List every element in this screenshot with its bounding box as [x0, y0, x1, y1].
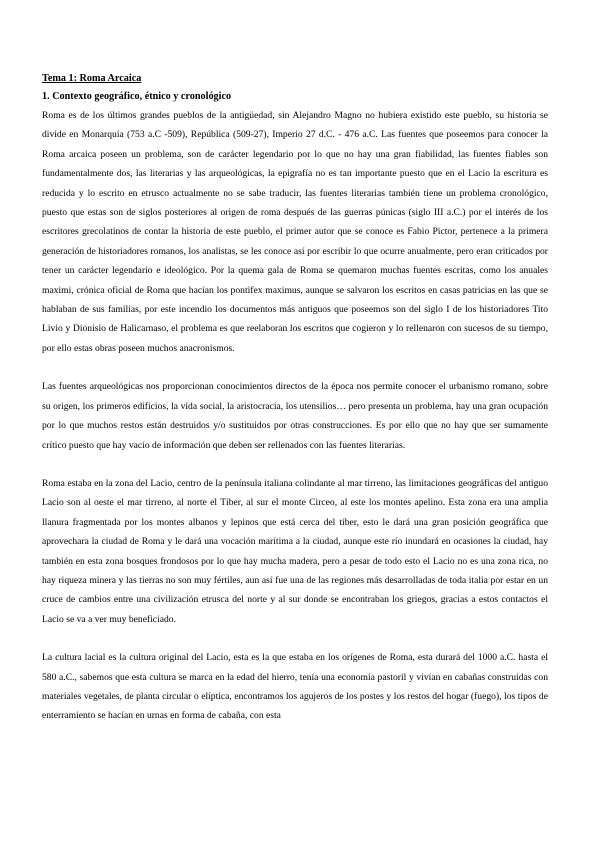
- paragraph-sources: Roma es de los últimos grandes pueblos de la antigüedad, sin Alejandro Magno no hubiera existido este pueblo, su historia se divide en Monarquía (753 a.C -509), República (509-27), Imperio 27 d.C. - 476 a.C. Las fuentes que poseemos para conocer la Roma arcaica poseen un problema, son de carácter legendario por lo que no hay una gran fiabilidad, las fuentes fiables son fundamentalmente dos, las literarias y las arqueológicas, la epigrafía no es tan importante puesto que en el Lacio la escritura es reducida y lo escrito en etrusco actualmente no se sabe traducir, las fuentes literarias también tiene un problema cronológico, puesto que estas son de siglos posteriores al origen de roma después de las guerras púnicas (siglo III a.C.) por el interés de los escritores grecolatinos de contar la historia de este pueblo, el primer autor que se conoce es Fabio Pictor, pertenece a la primera generación de historiadores romanos, los analistas, se les conoce así por escribir lo que ocurre anualmente, pero eran criticados por tener un carácter legendario e ideológico. Por la quema gala de Roma se quemaron muchas fuentes escritas, como los anuales maximi, crónica oficial de Roma que hacían los pontifex maximus, aunque se salvaron los escritos en casas patricias en las que se hablaban de sus familias, por este incendio los documentos más antiguos que poseemos son del siglo I de los historiadores Tito Livio y Dionisio de Halicarnaso, el problema es que reelaboran los escritos que cogieron y lo rellenaron con sucesos de su tiempo, por ello estas obras poseen muchos anacronismos.: [42, 110, 548, 354]
- paragraph-geography: Roma estaba en la zona del Lacio, centro de la península italiana colindante al mar tirreno, las limitaciones geográficas del antiguo Lacio son al oeste el mar tirreno, al norte el Tíber, al sur el monte Circeo, al este los montes apelino. Esta zona era una amplia llanura fragmentada por los montes albanos y lepinos que está cerca del tíber, esto le dará una gran posición geográfica que aprovechara la ciudad de Roma y le dará una vocación marítima a la ciudad, aunque este río inundará en ocasiones la ciudad, hay también en esta zona bosques frondosos por lo que hay mucha madera, pero a pesar de todo esto el Lacio no es una zona rica, no hay riqueza minera y las tierras no son muy fértiles, aun así fue una de las regiones más desarrolladas de toda italia por estar en un cruce de cambios entre una civilización etrusca del norte y al sur donde se encontraban los griegos, gracias a estos contactos el Lacio se va a ver muy beneficiado.: [42, 477, 548, 625]
- paragraph-lacial-culture: La cultura lacial es la cultura original del Lacio, esta es la que estaba en los orígenes de Roma, esta durará del 1000 a.C. hasta el 580 a.C., sabemos que esta cultura se marca en la edad del hierro, tenía una economía pastoril y vivían en cabañas construidas con materiales vegetales, de planta circular o elíptica, encontramos los agujeros de los postes y los restos del hogar (fuego), los tipos de enterramiento se hacían en urnas en forma de cabaña, con esta: [42, 652, 548, 722]
- document-title: Tema 1: Roma Arcaica: [42, 73, 142, 84]
- section-heading: 1. Contexto geográfico, étnico y cronológico: [42, 91, 232, 102]
- paragraph-archaeology: Las fuentes arqueológicas nos proporcionan conocimientos directos de la época nos permite conocer el urbanismo romano, sobre su origen, los primeros edificios, la vida social, la aristocracia, los utensilios… pero presenta un problema, hay una gran ocupación por lo que muchos restos están destruidos y/o sustituidos por otras construcciones. Es por ello que no hay que ser sumamente crítico puesto que hay vacío de información que deben ser rellenados con las fuentes literarias.: [42, 381, 548, 451]
